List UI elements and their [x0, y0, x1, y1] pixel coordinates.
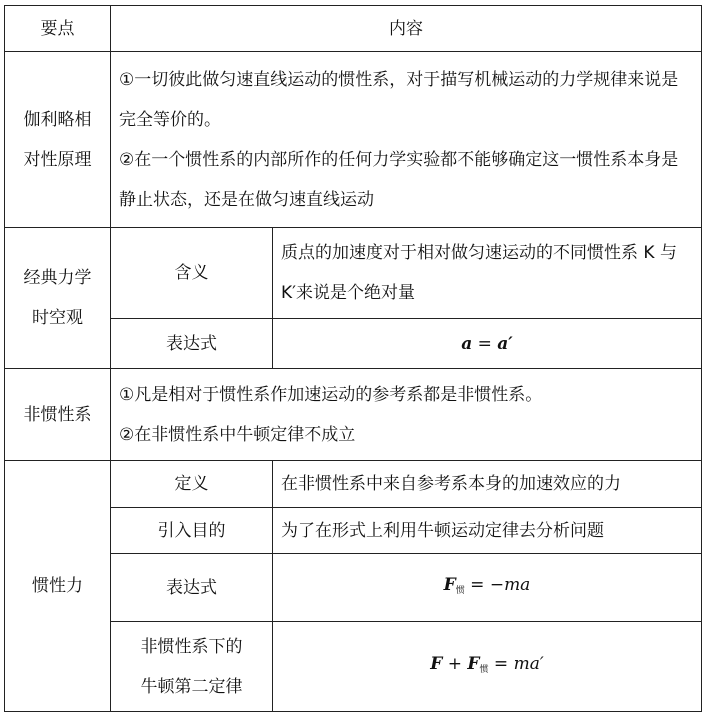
- classical-expr-formula: [273, 319, 702, 369]
- law-F: F: [430, 653, 443, 674]
- galilean-point-1: ①一切彼此做匀速直线运动的惯性系，对于描写机械运动的力学规律来说是完全等价的。: [119, 69, 679, 130]
- row-inertial-def: [5, 461, 702, 508]
- formula-eq-minus: = −: [464, 574, 505, 595]
- knowledge-table: [4, 5, 702, 712]
- inertial-purpose-label: 引入目的: [111, 508, 273, 554]
- galilean-label-line2: 对性原理: [23, 149, 92, 170]
- classical-meaning-text: 质点的加速度对于相对做匀速运动的不同惯性系 K 与 K′来说是个绝对量: [273, 228, 702, 319]
- classical-meaning-label: 含义: [111, 228, 273, 319]
- inertial-law-formula: [273, 622, 702, 712]
- law-F2-sub: 惯: [479, 664, 489, 675]
- row-galilean: [5, 52, 702, 228]
- formula-a: a: [461, 333, 473, 354]
- classical-label: [5, 228, 111, 369]
- law-F2: F: [467, 653, 480, 674]
- header-keypoint: 要点: [5, 6, 111, 52]
- formula-eq: =: [472, 333, 498, 354]
- classical-label-line1: 经典力学: [23, 268, 92, 288]
- law-eq: =: [488, 653, 514, 674]
- formula-a-prime: a′: [497, 333, 513, 354]
- noninertial-point-1: ①凡是相对于惯性系作加速运动的参考系都是非惯性系。: [119, 384, 543, 405]
- noninertial-label: 非惯性系: [5, 369, 111, 461]
- galilean-point-2: ②在一个惯性系的内部所作的任何力学实验都不能够确定这一惯性系本身是静止状态，还是在做匀速直线运动: [119, 149, 679, 210]
- inertial-purpose-text: 为了在形式上利用牛顿运动定律去分析问题: [273, 508, 702, 554]
- inertial-def-label: 定义: [111, 461, 273, 508]
- inertial-expr-label: 表达式: [111, 554, 273, 622]
- noninertial-content: [111, 369, 702, 461]
- noninertial-point-2: ②在非惯性系中牛顿定律不成立: [119, 424, 356, 445]
- galilean-label: [5, 52, 111, 228]
- inertial-expr-formula: [273, 554, 702, 622]
- inertial-def-text: 在非惯性系中来自参考系本身的加速效应的力: [273, 461, 702, 508]
- row-classical-meaning: [5, 228, 702, 319]
- formula-ma: ma: [504, 574, 531, 595]
- header-content: 内容: [111, 6, 702, 52]
- law-ma-prime: ma′: [513, 653, 544, 674]
- law-plus: +: [442, 653, 468, 674]
- inertial-law-label: [111, 622, 273, 712]
- inertial-law-label-line2: 牛顿第二定律: [140, 676, 243, 697]
- formula-F-sub: 惯: [455, 585, 465, 596]
- inertial-law-label-line1: 非惯性系下的: [140, 636, 243, 657]
- galilean-label-line1: 伽利略相: [23, 109, 92, 130]
- classical-expr-label: 表达式: [111, 319, 273, 369]
- formula-F: F: [443, 574, 456, 595]
- galilean-content: [111, 52, 702, 228]
- inertial-force-label: 惯性力: [5, 461, 111, 712]
- classical-label-line2: 时空观: [32, 308, 83, 328]
- row-noninertial: [5, 369, 702, 461]
- header-row: [5, 6, 702, 52]
